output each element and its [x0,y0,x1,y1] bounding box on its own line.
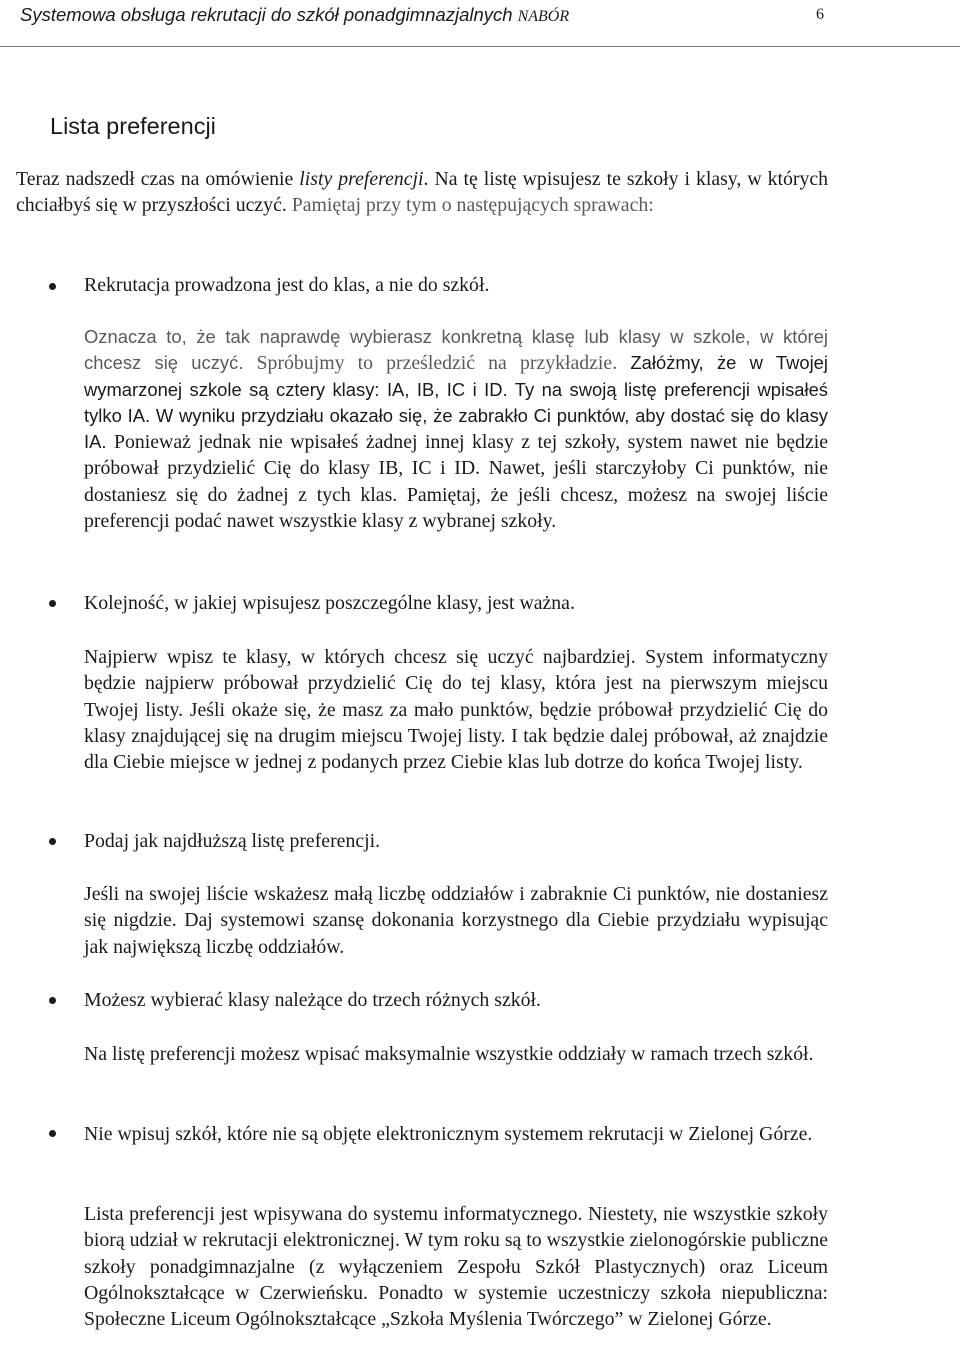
bullet-marker [49,283,56,290]
intro-text-1: Teraz nadszedł czas na omówienie [16,168,300,190]
bullet-marker [49,838,56,845]
paragraph-classes-text-3: Załóżmy, że w Twojej wymarzonej szkole są cztery klasy: IA, IB, IC i ID. Ty na swoją listę preferencji wpisałeś tylko IA. W wyniku przydziału okazało się, że zabrakło Ci punktów, aby dostać się do klasy IA. [84,352,828,453]
running-header [20,0,828,30]
bullet-marker [49,997,56,1004]
intro-paragraph [16,166,828,219]
bullet-text-classes: Rekrutacja prowadzona jest do klas, a nie do szkół. [84,274,490,296]
header-tag: NABÓR [517,8,570,25]
bullet-marker [49,1130,56,1137]
paragraph-classes-text-2: Spróbujmy to prześledzić na przykładzie. [243,352,618,375]
intro-text-2: . Na tę listę wpisujesz te szkoły i klasy, w których chciałbyś się w przyszłości uczyć. [16,168,828,217]
paragraph-three-schools-explanation: Na listę preferencji możesz wpisać maksymalnie wszystkie oddziały w ramach trzech szkół. [84,1043,814,1065]
bullet-text-electronic-system: Nie wpisuj szkół, które nie są objęte elektronicznym systemem rekrutacji w Zielonej Górze. [84,1123,813,1145]
paragraph-electronic-system-explanation: Lista preferencji jest wpisywana do systemu informatycznego. Niestety, nie wszystkie szkoły biorą udział w rekrutacji elektronicznej. W tym roku są to wszystkie zielonogórskie publiczne szkoły ponadgimnazjalne (z wyłączeniem Zespołu Szkół Plastycznych) oraz Liceum Ogólnokształcące w Czerwieńsku. Ponadto w systemie uczestniczy szkoła niepubliczna: Społeczne Liceum Ogólnokształcące „Szkoła Myślenia Twórczego” w Zielonej Górze. [84,1203,828,1331]
intro-text-3: Pamiętaj przy tym o następujących sprawach: [291,194,654,217]
paragraph-classes-explanation [84,324,828,534]
paragraph-classes-text-1: Oznacza to, że tak naprawdę wybierasz konkretną klasę lub klasy w szkole, w której chcesz się uczyć. [84,326,828,374]
header-title: Systemowa obsługa rekrutacji do szkół ponadgimnazjalnych [20,4,513,25]
header-divider [0,46,960,47]
page-number: 6 [816,6,824,23]
paragraph-order-explanation: Najpierw wpisz te klasy, w których chcesz się uczyć najbardziej. System informatyczny będzie najpierw próbował przydzielić Cię do tej klasy, która jest na pierwszym miejscu Twojej listy. Jeśli okaże się, że masz za mało punktów, będzie próbował przydzielić Cię do klasy znajdującej się na drugim miejscu Twojej listy. I tak będzie dalej próbował, aż znajdzie dla Ciebie miejsce w jednej z podanych przez Ciebie klas lub dotrze do końca Twojej listy. [84,646,828,774]
paragraph-long-list-explanation: Jeśli na swojej liście wskażesz małą liczbę oddziałów i zabraknie Ci punktów, nie dostaniesz się nigdzie. Daj systemowi szansę dokonania korzystnego dla Ciebie przydziału wypisując jak największą liczbę oddziałów. [84,883,828,958]
bullet-text-three-schools: Możesz wybierać klasy należące do trzech różnych szkół. [84,989,541,1011]
intro-emphasis: listy preferencji [299,168,424,190]
bullet-marker [49,600,56,607]
section-heading: Lista preferencji [50,113,216,139]
paragraph-classes-text-4: Ponieważ jednak nie wpisałeś żadnej innej klasy z tej szkoły, system nawet nie będzie próbował przydzielić Cię do klasy IB, IC i ID. Nawet, jeśli starczyłoby Ci punktów, nie dostaniesz się do żadnej z tych klas. Pamiętaj, że jeśli chcesz, możesz na swojej liście preferencji podać nawet wszystkie klasy z wybranej szkoły. [84,431,828,533]
bullet-text-order: Kolejność, w jakiej wpisujesz poszczególne klasy, jest ważna. [84,592,575,614]
bullet-text-long-list: Podaj jak najdłuższą listę preferencji. [84,830,381,852]
